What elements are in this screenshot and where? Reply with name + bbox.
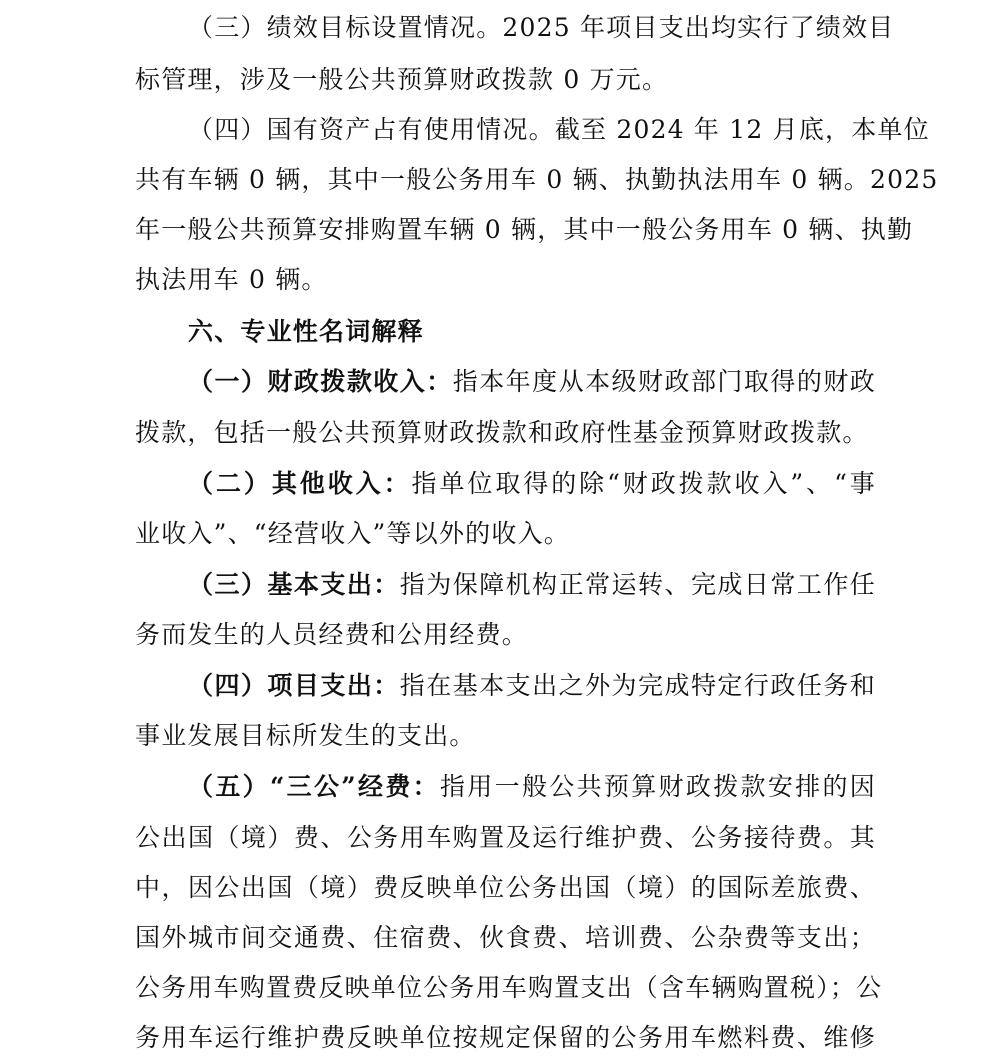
term-line: 务用车运行维护费反映单位按规定保留的公务用车燃料费、维修 [135, 1023, 876, 1052]
paragraph-text: 2025 年项目支出均实行了绩效目 [502, 13, 895, 42]
term-line [188, 565, 876, 601]
paragraph-label: （三）绩效目标设置情况。 [188, 13, 503, 42]
term-text: 指在基本支出之外为完成特定行政任务和 [399, 671, 876, 700]
term-label: （二）其他收入： [188, 469, 412, 498]
term-text: 指本年度从本级财政部门取得的财政 [452, 367, 876, 396]
term-line [188, 362, 876, 398]
term-line: 业收入”、“经营收入”等以外的收入。 [135, 519, 570, 548]
term-label: （五）“三公”经费： [188, 772, 440, 801]
term-text: 指为保障机构正常运转、完成日常工作任 [399, 570, 876, 599]
term-line: 事业发展目标所发生的支出。 [135, 721, 476, 750]
term-text: 指单位取得的除“财政拨款收入”、“事 [411, 469, 876, 498]
paragraph-label: （四）国有资产占有使用情况。 [188, 115, 555, 144]
term-line: 公出国（境）费、公务用车购置及运行维护费、公务接待费。其 [135, 823, 876, 852]
term-label: （三）基本支出： [188, 570, 400, 599]
term-line: 公务用车购置费反映单位公务用车购置支出（含车辆购置税）；公 [135, 973, 883, 1002]
term-label: （四）项目支出： [188, 671, 400, 700]
term-label: （一）财政拨款收入： [188, 367, 453, 396]
term-line: 中，因公出国（境）费反映单位公务出国（境）的国际差旅费、 [135, 873, 876, 902]
term-line: 务而发生的人员经费和公用经费。 [135, 620, 529, 649]
paragraph-line: 执法用车 0 辆。 [135, 265, 328, 294]
paragraph-line: 共有车辆 0 辆，其中一般公务用车 0 辆、执勤执法用车 0 辆。2025 [135, 165, 939, 194]
section-heading: 六、专业性名词解释 [188, 317, 424, 346]
term-line [188, 464, 876, 500]
term-line: 拨款，包括一般公共预算财政拨款和政府性基金预算财政拨款。 [135, 418, 869, 447]
paragraph-line: 年一般公共预算安排购置车辆 0 辆，其中一般公务用车 0 辆、执勤 [135, 215, 914, 244]
paragraph-line: 标管理，涉及一般公共预算财政拨款 0 万元。 [135, 65, 669, 94]
term-line: 国外城市间交通费、住宿费、伙食费、培训费、公杂费等支出； [135, 923, 876, 952]
paragraph-text: 截至 2024 年 12 月底，本单位 [554, 115, 930, 144]
paragraph-line [188, 8, 895, 44]
paragraph-line [188, 110, 930, 146]
term-text: 指用一般公共预算财政拨款安排的因 [439, 772, 877, 801]
term-line [188, 666, 876, 702]
term-line [188, 767, 876, 803]
